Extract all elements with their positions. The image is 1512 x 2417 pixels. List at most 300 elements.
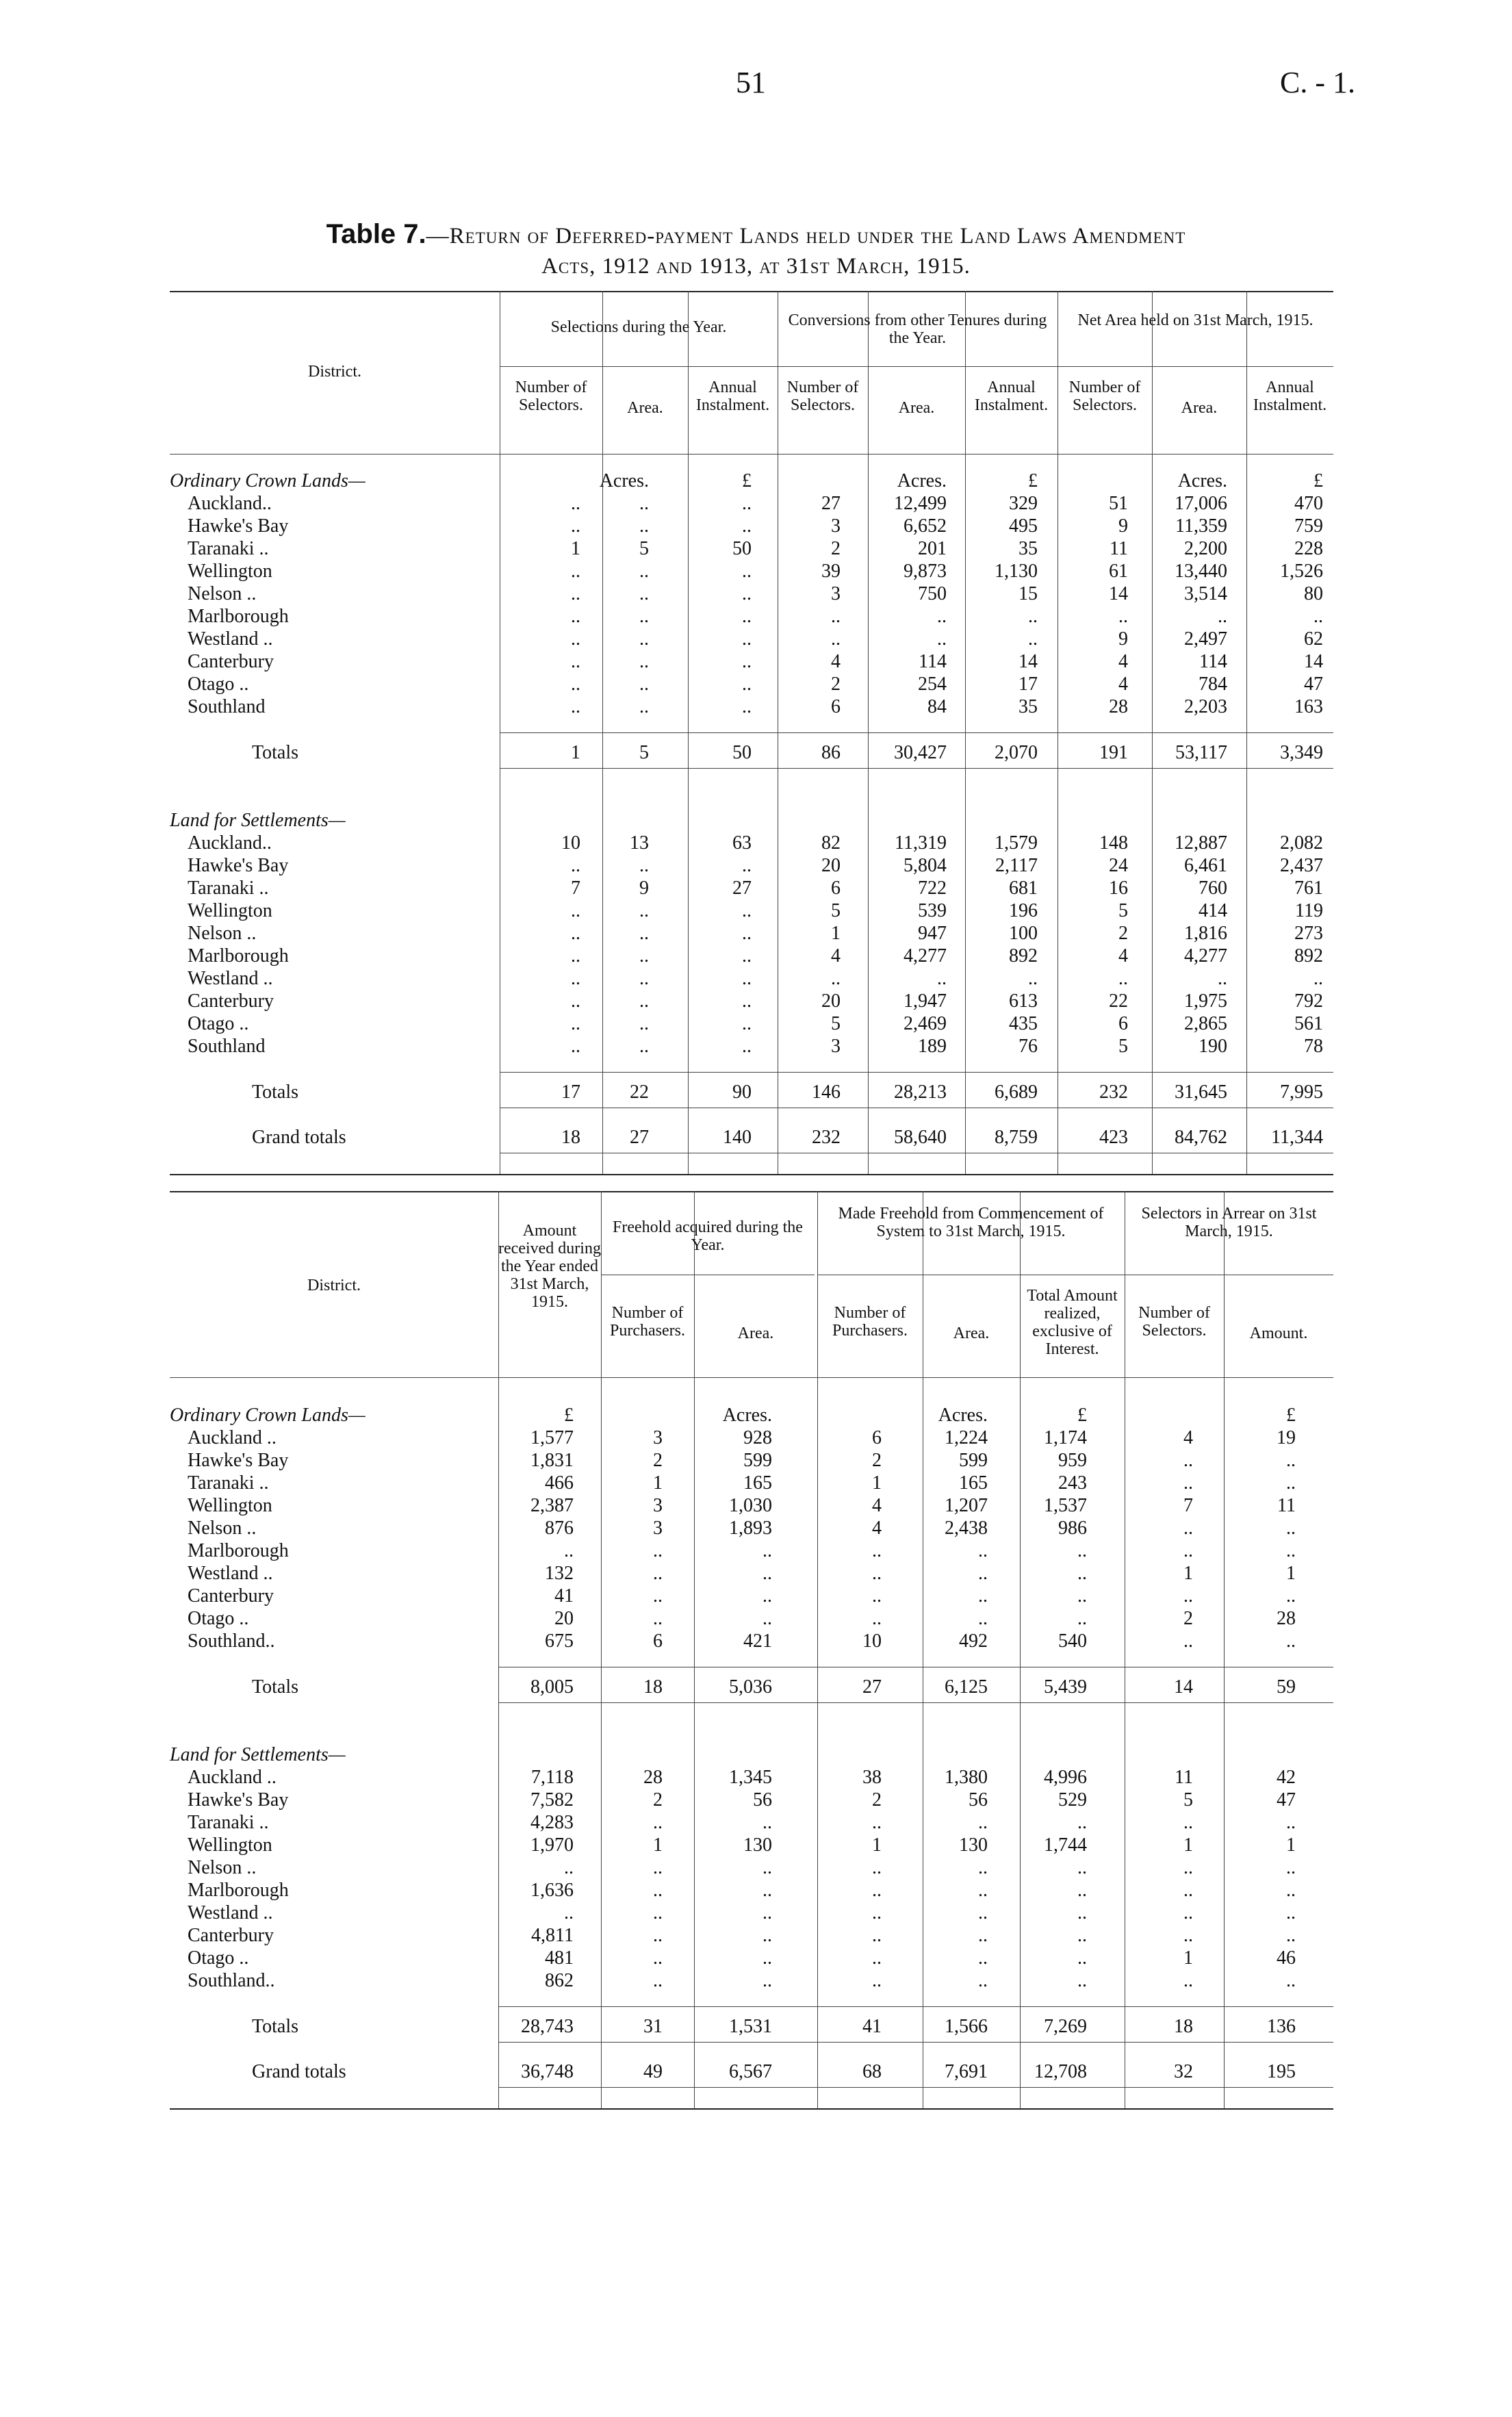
table-cell: 1 xyxy=(1286,1834,1296,1856)
table-cell: .. xyxy=(978,1902,988,1923)
table-cell: .. xyxy=(978,1970,988,1991)
table-cell: 1,130 xyxy=(995,561,1038,582)
column-subheader: Amount. xyxy=(1249,1325,1308,1342)
table-cell: 1,947 xyxy=(904,990,947,1012)
table-cell: 27 xyxy=(821,493,841,514)
table-cell: 82 xyxy=(821,832,841,854)
table-cell: 1,207 xyxy=(945,1495,988,1516)
table-cell: 1 xyxy=(653,1834,663,1856)
table-cell: .. xyxy=(1077,1608,1087,1629)
page-number: 51 xyxy=(736,66,766,99)
group-underline xyxy=(500,366,778,367)
table-cell: 8,759 xyxy=(995,1127,1038,1148)
table-cell: 15 xyxy=(1018,583,1038,604)
unit-label: £ xyxy=(1314,470,1323,491)
table-cell: .. xyxy=(653,1540,663,1561)
totals-label: Totals xyxy=(252,742,299,763)
unit-label: £ xyxy=(1028,470,1038,491)
table-cell: 90 xyxy=(732,1082,752,1103)
table-cell: 58,640 xyxy=(894,1127,947,1148)
district-name: Taranaki .. xyxy=(188,538,269,559)
table-cell: 1,975 xyxy=(1184,990,1227,1012)
group-header: Net Area held on 31st March, 1915. xyxy=(1077,311,1314,329)
table-cell: 12,499 xyxy=(894,493,947,514)
district-name: Hawke's Bay xyxy=(188,1789,289,1811)
table-cell: 5 xyxy=(639,538,649,559)
district-name: Southland xyxy=(188,1036,266,1057)
table-cell: 27 xyxy=(630,1127,649,1148)
table-cell: .. xyxy=(639,1036,649,1057)
group-underline xyxy=(1058,366,1333,367)
table-cell: 18 xyxy=(561,1127,580,1148)
table-cell: 1,526 xyxy=(1280,561,1323,582)
table-cell: .. xyxy=(1286,1902,1296,1923)
district-name: Westland .. xyxy=(188,968,273,989)
table-cell: 3,514 xyxy=(1184,583,1227,604)
table-cell: 2 xyxy=(1118,923,1128,944)
table-cell: 78 xyxy=(1304,1036,1323,1057)
table-cell: 201 xyxy=(918,538,947,559)
table-cell: .. xyxy=(564,1857,574,1878)
district-name: Southland.. xyxy=(188,1630,275,1652)
table-title-line1: —Return of Deferred-payment Lands held under the Land Laws Amendment xyxy=(426,224,1186,248)
table-cell: .. xyxy=(1286,1472,1296,1494)
table-cell: .. xyxy=(1183,1518,1193,1539)
table-cell: .. xyxy=(653,1970,663,1991)
table-cell: 1,224 xyxy=(945,1427,988,1448)
table-cell: 1,579 xyxy=(995,832,1038,854)
table-cell: .. xyxy=(639,561,649,582)
column-subheader: Number of Purchasers. xyxy=(832,1304,908,1340)
table-cell: .. xyxy=(1286,1518,1296,1539)
table-cell: .. xyxy=(1077,1925,1087,1946)
table-cell: 1,030 xyxy=(729,1495,772,1516)
table-cell: 53,117 xyxy=(1175,742,1227,763)
table-cell: .. xyxy=(571,945,580,967)
table-cell: .. xyxy=(831,968,841,989)
table-cell: 191 xyxy=(1099,742,1128,763)
table-cell: 4,811 xyxy=(531,1925,574,1946)
table-cell: 1 xyxy=(1183,1947,1193,1969)
table-cell: .. xyxy=(653,1563,663,1584)
district-name: Hawke's Bay xyxy=(188,515,289,537)
district-name: Auckland .. xyxy=(188,1767,277,1788)
table-cell: .. xyxy=(571,696,580,717)
table-cell: 84,762 xyxy=(1175,1127,1227,1148)
table-cell: 10 xyxy=(561,832,580,854)
table-cell: 5,036 xyxy=(729,1676,772,1698)
table-cell: .. xyxy=(831,606,841,627)
table-cell: 681 xyxy=(1009,878,1038,899)
table-cell: .. xyxy=(571,1013,580,1034)
group-header: Selections during the Year. xyxy=(550,318,727,336)
table-cell: 9 xyxy=(639,878,649,899)
table-cell: 1,174 xyxy=(1044,1427,1087,1448)
table-cell: .. xyxy=(763,1902,772,1923)
unit-label: Acres. xyxy=(897,470,947,491)
table-cell: 76 xyxy=(1018,1036,1038,1057)
table-cell: .. xyxy=(1118,606,1128,627)
district-name: Canterbury xyxy=(188,651,274,672)
table-cell: 18 xyxy=(1174,2016,1193,2037)
grand-totals-label: Grand totals xyxy=(252,1127,346,1148)
table-cell: .. xyxy=(872,1970,882,1991)
table-cell: .. xyxy=(978,1857,988,1878)
header-bottom-rule xyxy=(170,454,1333,455)
table-cell: 5 xyxy=(639,742,649,763)
column-subheader: Total Amount realized, exclusive of Interest. xyxy=(1027,1287,1118,1358)
table-cell: 51 xyxy=(1109,493,1128,514)
table-cell: 228 xyxy=(1294,538,1323,559)
table-cell: .. xyxy=(872,1902,882,1923)
table-cell: 28 xyxy=(643,1767,663,1788)
group-underline xyxy=(778,366,1058,367)
table-cell: .. xyxy=(571,990,580,1012)
table-cell: 56 xyxy=(753,1789,772,1811)
table-cell: 119 xyxy=(1295,900,1323,921)
table-cell: .. xyxy=(1286,1880,1296,1901)
table-cell: 1,816 xyxy=(1184,923,1227,944)
table-cell: 11,359 xyxy=(1175,515,1227,537)
district-name: Canterbury xyxy=(188,1585,274,1607)
group-header: Made Freehold from Commencement of System to 31st March, 1915. xyxy=(838,1205,1104,1240)
table-cell: .. xyxy=(639,515,649,537)
table-cell: 2 xyxy=(653,1789,663,1811)
document-reference: C. - 1. xyxy=(1280,66,1355,99)
table-bottom-rule xyxy=(170,1174,1333,1175)
table-cell: .. xyxy=(1118,968,1128,989)
table-cell: 232 xyxy=(812,1127,841,1148)
table-cell: .. xyxy=(1028,606,1038,627)
table-cell: 27 xyxy=(732,878,752,899)
table-cell: 10 xyxy=(862,1630,882,1652)
district-name: Hawke's Bay xyxy=(188,1450,289,1471)
table-cell: 5 xyxy=(1118,900,1128,921)
table-cell: 39 xyxy=(821,561,841,582)
table-cell: 2,070 xyxy=(995,742,1038,763)
table-cell: .. xyxy=(571,515,580,537)
table-cell: 414 xyxy=(1199,900,1227,921)
table-cell: .. xyxy=(872,1880,882,1901)
table-cell: 13,440 xyxy=(1175,561,1227,582)
totals-rule xyxy=(498,2006,1333,2007)
table-cell: .. xyxy=(978,1925,988,1946)
table-cell: .. xyxy=(639,628,649,650)
table-cell: 7,118 xyxy=(531,1767,574,1788)
table-cell: 2,438 xyxy=(945,1518,988,1539)
table-cell: 13 xyxy=(630,832,649,854)
table-cell: 1 xyxy=(1183,1834,1193,1856)
table-cell: 561 xyxy=(1294,1013,1323,1034)
column-subheader: Number of Purchasers. xyxy=(610,1304,685,1340)
table-cell: .. xyxy=(1286,1812,1296,1833)
table-cell: .. xyxy=(742,493,752,514)
table-cell: 329 xyxy=(1009,493,1038,514)
table-cell: 9 xyxy=(1118,515,1128,537)
unit-label: Acres. xyxy=(1177,470,1227,491)
column-subheader: Area. xyxy=(953,1325,990,1342)
table-cell: .. xyxy=(1286,1585,1296,1607)
table-cell: 4,996 xyxy=(1044,1767,1087,1788)
table-cell: 2 xyxy=(831,538,841,559)
table-cell: 49 xyxy=(643,2061,663,2082)
table-cell: 947 xyxy=(918,923,947,944)
district-name: Wellington xyxy=(188,900,272,921)
district-name: Auckland .. xyxy=(188,1427,277,1448)
table-cell: .. xyxy=(742,855,752,876)
district-name: Wellington xyxy=(188,1834,272,1856)
table-cell: 892 xyxy=(1009,945,1038,967)
table-cell: .. xyxy=(1314,606,1323,627)
table-cell: 495 xyxy=(1009,515,1038,537)
header-bottom-rule xyxy=(170,1377,1333,1378)
table-title-line2: Acts, 1912 and 1913, at 31st March, 1915. xyxy=(541,254,971,279)
table-cell: 196 xyxy=(1009,900,1038,921)
table-cell: 2,117 xyxy=(995,855,1038,876)
table-cell: 19 xyxy=(1277,1427,1296,1448)
table-cell: 959 xyxy=(1058,1450,1087,1471)
column-divider xyxy=(498,1191,499,2108)
column-subheader: Area. xyxy=(1181,399,1218,417)
table-cell: 5 xyxy=(1118,1036,1128,1057)
table-cell: 481 xyxy=(545,1947,574,1969)
table-cell: .. xyxy=(742,515,752,537)
table-cell: .. xyxy=(1286,1630,1296,1652)
table-cell: 599 xyxy=(959,1450,988,1471)
totals-label: Totals xyxy=(252,1082,299,1103)
table-cell: 539 xyxy=(918,900,947,921)
table-cell: 5 xyxy=(1183,1789,1193,1811)
district-header: District. xyxy=(307,1277,361,1294)
table-cell: 5 xyxy=(831,900,841,921)
table-cell: 273 xyxy=(1294,923,1323,944)
column-subheader: Area. xyxy=(737,1325,774,1342)
table-cell: 28,743 xyxy=(521,2016,574,2037)
district-header: District. xyxy=(308,363,361,381)
table-cell: 4 xyxy=(872,1518,882,1539)
table-cell: .. xyxy=(1286,1970,1296,1991)
table-cell: 7,691 xyxy=(945,2061,988,2082)
table-cell: .. xyxy=(653,1947,663,1969)
table-cell: 27 xyxy=(862,1676,882,1698)
table-cell: 11 xyxy=(1175,1767,1193,1788)
table-top-rule xyxy=(170,291,1333,292)
table-cell: .. xyxy=(1028,628,1038,650)
table-cell: .. xyxy=(564,1540,574,1561)
table-cell: 68 xyxy=(862,2061,882,2082)
table-cell: .. xyxy=(742,968,752,989)
table-cell: 46 xyxy=(1277,1947,1296,1969)
table-cell: .. xyxy=(978,1812,988,1833)
grand-totals-label: Grand totals xyxy=(252,2061,346,2082)
table-cell: 16 xyxy=(1109,878,1128,899)
table-cell: 6 xyxy=(653,1630,663,1652)
table-cell: 3,349 xyxy=(1280,742,1323,763)
district-name: Canterbury xyxy=(188,990,274,1012)
table-cell: 12,887 xyxy=(1175,832,1227,854)
table-cell: .. xyxy=(1218,968,1227,989)
table-cell: 61 xyxy=(1109,561,1128,582)
table-cell: .. xyxy=(1183,1585,1193,1607)
table-cell: .. xyxy=(1218,606,1227,627)
table-cell: 2,387 xyxy=(530,1495,574,1516)
table-cell: 466 xyxy=(545,1472,574,1494)
table-cell: 1 xyxy=(831,923,841,944)
table-cell: 14 xyxy=(1304,651,1323,672)
table-title-lead: Table 7. xyxy=(326,219,426,249)
table-cell: 11 xyxy=(1277,1495,1296,1516)
column-subheader: Area. xyxy=(627,399,663,417)
table-cell: .. xyxy=(1286,1925,1296,1946)
table-cell: .. xyxy=(978,1585,988,1607)
totals-rule xyxy=(498,2042,1333,2043)
table-cell: 4,277 xyxy=(1184,945,1227,967)
table-cell: .. xyxy=(1183,1630,1193,1652)
table-cell: .. xyxy=(872,1812,882,1833)
table-cell: .. xyxy=(1077,1880,1087,1901)
table-cell: .. xyxy=(571,651,580,672)
table-cell: 986 xyxy=(1058,1518,1087,1539)
table-cell: 2 xyxy=(653,1450,663,1471)
table-cell: 190 xyxy=(1199,1036,1227,1057)
table-cell: 38 xyxy=(862,1767,882,1788)
section-title: Ordinary Crown Lands— xyxy=(170,1405,366,1426)
table-cell: 4,277 xyxy=(904,945,947,967)
table-cell: .. xyxy=(564,1902,574,1923)
table-cell: .. xyxy=(742,583,752,604)
table-cell: .. xyxy=(1183,1857,1193,1878)
table-cell: 862 xyxy=(545,1970,574,1991)
table-cell: .. xyxy=(872,1947,882,1969)
table-cell: 3 xyxy=(653,1495,663,1516)
table-cell: .. xyxy=(1183,1970,1193,1991)
table-cell: 470 xyxy=(1294,493,1323,514)
table-cell: 1,831 xyxy=(530,1450,574,1471)
table-cell: .. xyxy=(639,945,649,967)
table-cell: 35 xyxy=(1018,538,1038,559)
table-cell: .. xyxy=(571,606,580,627)
table-cell: 1,531 xyxy=(729,2016,772,2037)
table-cell: .. xyxy=(639,674,649,695)
table-cell: 31,645 xyxy=(1175,1082,1227,1103)
table-cell: 28 xyxy=(1277,1608,1296,1629)
district-name: Nelson .. xyxy=(188,1857,257,1878)
table-cell: 22 xyxy=(1109,990,1128,1012)
table-cell: .. xyxy=(742,606,752,627)
table-cell: 3 xyxy=(653,1518,663,1539)
table-cell: 675 xyxy=(545,1630,574,1652)
table-cell: 30,427 xyxy=(894,742,947,763)
table-cell: .. xyxy=(742,696,752,717)
district-name: Taranaki .. xyxy=(188,1812,269,1833)
table-cell: .. xyxy=(639,923,649,944)
table-cell: 2,203 xyxy=(1184,696,1227,717)
table-cell: 14 xyxy=(1174,1676,1193,1698)
district-name: Nelson .. xyxy=(188,923,257,944)
table-cell: .. xyxy=(742,628,752,650)
table-cell: .. xyxy=(742,945,752,967)
table-cell: .. xyxy=(653,1902,663,1923)
district-name: Southland.. xyxy=(188,1970,275,1991)
table-cell: 148 xyxy=(1099,832,1128,854)
column-subheader: Number of Selectors. xyxy=(1138,1304,1210,1340)
column-subheader: Number of Selectors. xyxy=(515,379,587,414)
table-cell: 6,689 xyxy=(995,1082,1038,1103)
table-cell: .. xyxy=(763,1970,772,1991)
table-cell: .. xyxy=(653,1880,663,1901)
table-cell: 2,497 xyxy=(1184,628,1227,650)
table-cell: .. xyxy=(742,923,752,944)
table-cell: .. xyxy=(639,968,649,989)
table-cell: .. xyxy=(978,1540,988,1561)
table-cell: .. xyxy=(763,1925,772,1946)
table-cell: 12,708 xyxy=(1034,2061,1087,2082)
table-cell: 2 xyxy=(872,1789,882,1811)
table-cell: .. xyxy=(639,583,649,604)
table-cell: 4 xyxy=(1118,674,1128,695)
table-cell: .. xyxy=(763,1608,772,1629)
table-cell: 423 xyxy=(1099,1127,1128,1148)
table-cell: .. xyxy=(639,606,649,627)
deferred-payment-table xyxy=(170,291,1333,1194)
table-cell: 195 xyxy=(1267,2061,1296,2082)
table-cell: .. xyxy=(872,1540,882,1561)
table-cell: 6,461 xyxy=(1184,855,1227,876)
table-cell: 189 xyxy=(918,1036,947,1057)
table-cell: .. xyxy=(1183,1472,1193,1494)
table-cell: 784 xyxy=(1199,674,1227,695)
table-cell: .. xyxy=(571,855,580,876)
table-cell: 928 xyxy=(743,1427,772,1448)
totals-rule xyxy=(500,732,1333,733)
table-cell: .. xyxy=(571,1036,580,1057)
table-cell: .. xyxy=(742,674,752,695)
table-cell: 4 xyxy=(831,651,841,672)
grand-totals-rule xyxy=(498,2087,1333,2088)
district-name: Marlborough xyxy=(188,1880,289,1901)
table-cell: 1,537 xyxy=(1044,1495,1087,1516)
table-cell: .. xyxy=(653,1608,663,1629)
table-cell: 9,873 xyxy=(904,561,947,582)
table-cell: 47 xyxy=(1277,1789,1296,1811)
table-cell: .. xyxy=(653,1925,663,1946)
table-cell: 1,566 xyxy=(945,2016,988,2037)
table-cell: 7 xyxy=(1183,1495,1193,1516)
unit-label: Acres. xyxy=(938,1405,988,1426)
table-cell: 41 xyxy=(862,2016,882,2037)
district-name: Marlborough xyxy=(188,1540,289,1561)
table-cell: 17,006 xyxy=(1175,493,1227,514)
section-title: Land for Settlements— xyxy=(170,810,346,831)
district-name: Canterbury xyxy=(188,1925,274,1946)
table-cell: 28,213 xyxy=(894,1082,947,1103)
totals-rule xyxy=(500,1072,1333,1073)
table-cell: .. xyxy=(872,1585,882,1607)
unit-label: £ xyxy=(742,470,752,491)
table-cell: 20 xyxy=(554,1608,574,1629)
table-cell: .. xyxy=(1077,1857,1087,1878)
unit-label: £ xyxy=(1077,1405,1087,1426)
table-cell: 50 xyxy=(732,538,752,559)
table-cell: .. xyxy=(1077,1902,1087,1923)
table-cell: .. xyxy=(1183,1880,1193,1901)
table-cell: 2,437 xyxy=(1280,855,1323,876)
table-cell: 3 xyxy=(831,1036,841,1057)
unit-label: Acres. xyxy=(722,1405,772,1426)
table-cell: .. xyxy=(1183,1812,1193,1833)
table-cell: .. xyxy=(742,900,752,921)
table-cell: .. xyxy=(937,968,947,989)
